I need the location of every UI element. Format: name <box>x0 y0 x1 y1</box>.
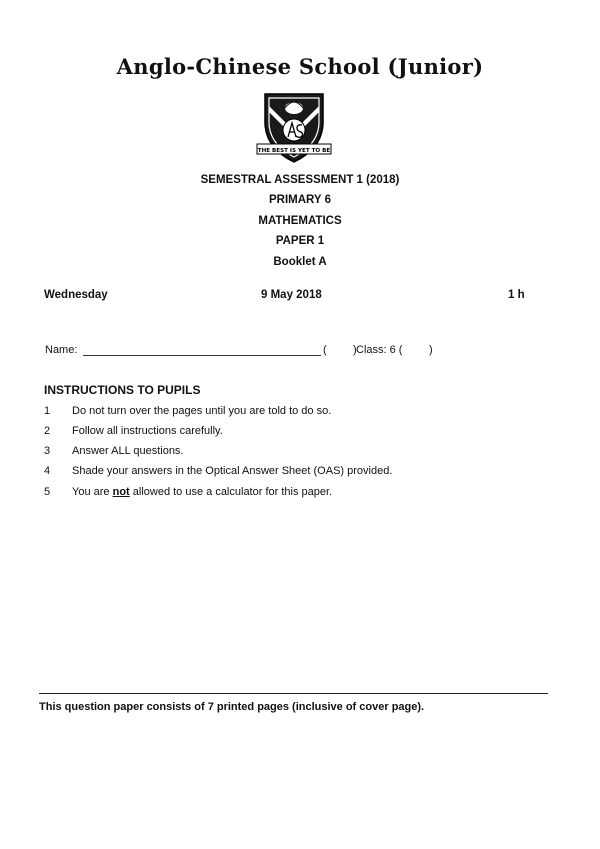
paper-title: PAPER 1 <box>275 235 325 247</box>
instructions-heading: INSTRUCTIONS TO PUPILS <box>44 383 201 397</box>
assessment-title: SEMESTRAL ASSESSMENT 1 (2018) <box>200 174 400 186</box>
instruction-text-after: allowed to use a calculator for this paper. <box>132 486 333 498</box>
exam-day: Wednesday <box>44 289 108 301</box>
crest-motto-banner: THE BEST IS YET TO BE <box>257 148 331 154</box>
instruction-item <box>44 486 564 500</box>
index-number-close: ) <box>353 344 357 356</box>
level-title: PRIMARY 6 <box>269 194 331 206</box>
exam-duration: 1 h <box>508 289 525 301</box>
instruction-text: Shade your answers in the Optical Answer Sheet (OAS) provided. <box>72 465 393 477</box>
class-close: ) <box>429 344 433 356</box>
page-count-note: This question paper consists of 7 printed pages (inclusive of cover page). <box>39 701 425 713</box>
school-crest-logo <box>255 88 333 166</box>
name-field[interactable] <box>83 355 321 356</box>
instruction-text-before: You are <box>72 486 110 498</box>
instruction-number: 3 <box>44 445 51 457</box>
instruction-emphasis: not <box>112 486 130 498</box>
student-details-row <box>45 344 565 360</box>
school-name: Anglo-Chinese School (Junior) <box>116 54 484 79</box>
instruction-number: 5 <box>44 486 51 498</box>
instruction-number: 1 <box>44 405 51 417</box>
subject-title: MATHEMATICS <box>258 215 342 227</box>
class-label: Class: 6 ( <box>356 344 403 356</box>
instruction-text: Follow all instructions carefully. <box>72 425 223 437</box>
instruction-item <box>44 425 564 439</box>
footer-divider <box>39 693 548 694</box>
instruction-text <box>72 486 332 498</box>
booklet-title: Booklet A <box>273 256 327 268</box>
instruction-item <box>44 445 564 459</box>
instruction-text: Answer ALL questions. <box>72 445 184 457</box>
instruction-item <box>44 405 564 419</box>
instruction-number: 4 <box>44 465 51 477</box>
name-label: Name: <box>45 344 78 356</box>
exam-date: 9 May 2018 <box>261 289 322 301</box>
instruction-text: Do not turn over the pages until you are told to do so. <box>72 405 332 417</box>
instruction-number: 2 <box>44 425 51 437</box>
instruction-item <box>44 465 564 479</box>
index-number-open: ( <box>323 344 327 356</box>
